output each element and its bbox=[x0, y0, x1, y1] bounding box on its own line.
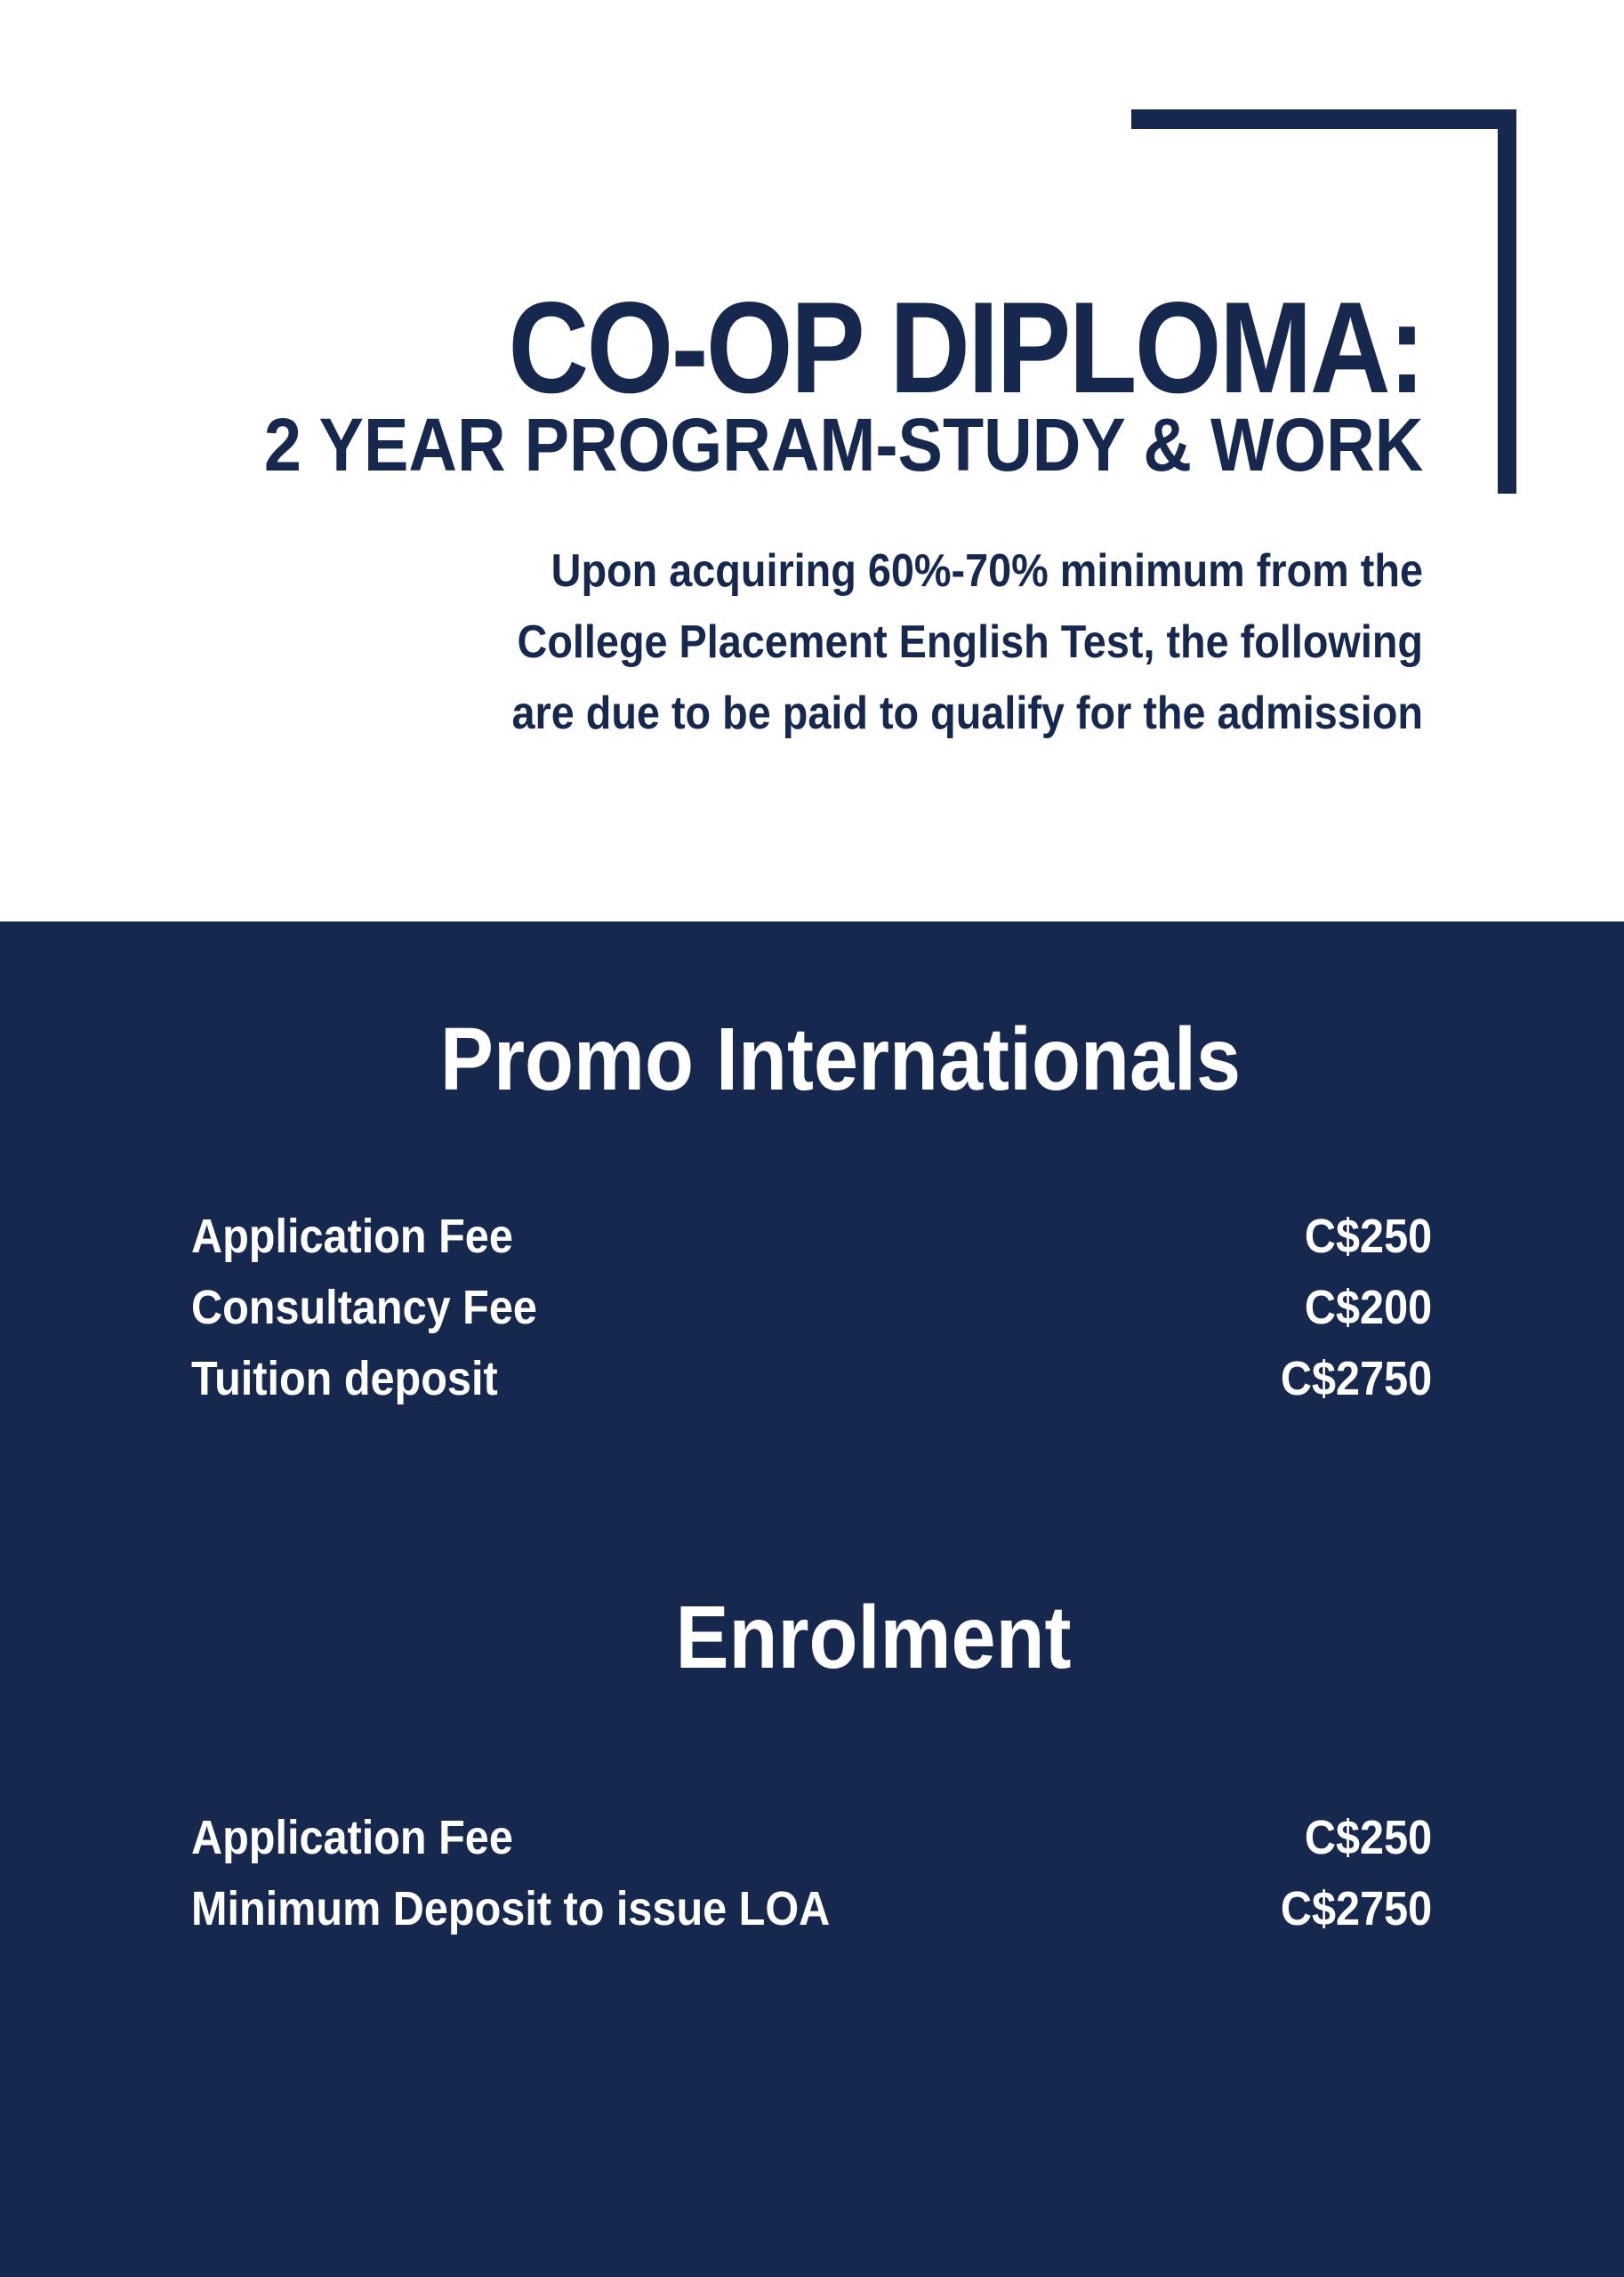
intro-line: are due to be paid to qualify for the admission bbox=[511, 688, 1423, 739]
page-title: CO-OP DIPLOMA: bbox=[508, 275, 1423, 420]
fee-row-application bbox=[191, 1802, 1432, 1873]
corner-bracket-top bbox=[1131, 109, 1516, 129]
intro-line: Upon acquiring 60%-70% minimum from the bbox=[551, 545, 1423, 597]
fee-amount: C$200 bbox=[1304, 1281, 1432, 1334]
corner-bracket-side bbox=[1498, 109, 1516, 494]
intro-text bbox=[382, 535, 1423, 749]
intro-line: College Placement English Test, the following bbox=[517, 616, 1423, 668]
fee-amount: C$2750 bbox=[1280, 1352, 1432, 1405]
fees-panel bbox=[0, 921, 1624, 2277]
fee-row-minimum-deposit bbox=[191, 1873, 1432, 1944]
fee-amount: C$250 bbox=[1304, 1210, 1432, 1263]
fee-label: Application Fee bbox=[191, 1811, 513, 1864]
page-subtitle: 2 YEAR PROGRAM-STUDY & WORK bbox=[263, 403, 1423, 487]
fee-amount: C$250 bbox=[1304, 1811, 1432, 1864]
fee-row-consultancy bbox=[191, 1272, 1432, 1343]
fee-label: Minimum Deposit to issue LOA bbox=[191, 1882, 831, 1935]
fee-row-application bbox=[191, 1201, 1432, 1272]
fee-row-tuition bbox=[191, 1343, 1432, 1414]
promo-section-title: Promo Internationals bbox=[439, 1010, 1242, 1109]
fee-label: Consultancy Fee bbox=[191, 1281, 537, 1334]
enrolment-section-title: Enrolment bbox=[675, 1588, 1072, 1687]
fee-label: Tuition deposit bbox=[191, 1352, 498, 1405]
fee-amount: C$2750 bbox=[1280, 1882, 1432, 1935]
fee-label: Application Fee bbox=[191, 1210, 513, 1263]
